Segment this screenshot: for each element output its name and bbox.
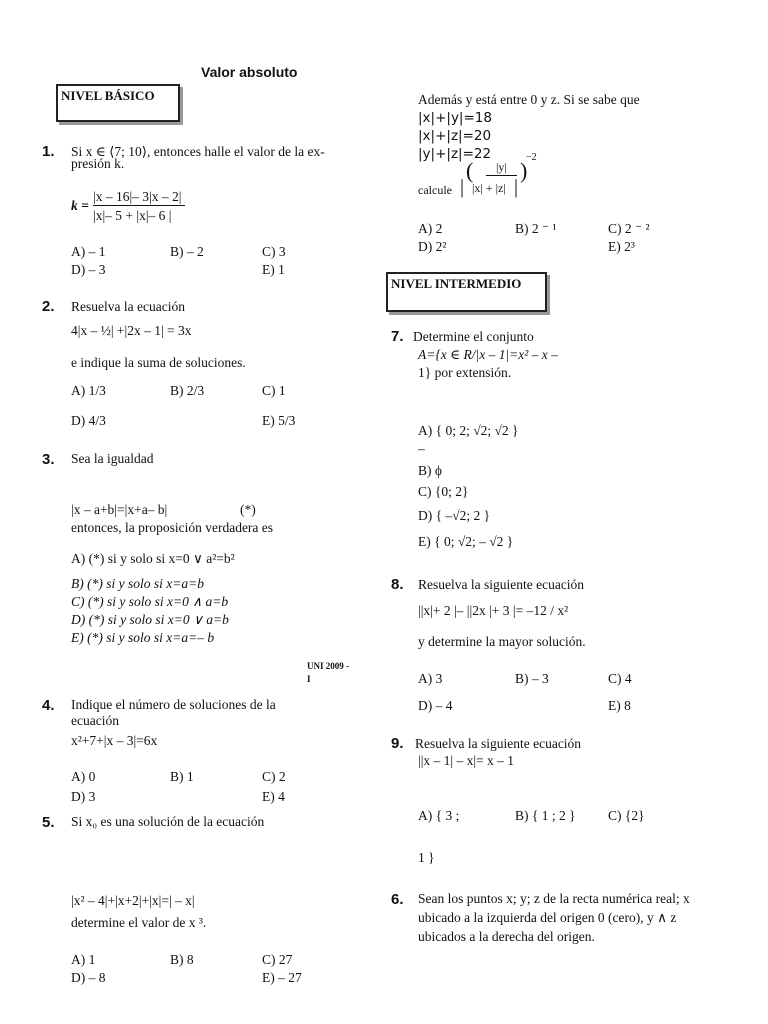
option-a: A) – 1: [71, 244, 106, 259]
problem-number: 5.: [42, 814, 55, 831]
equation: x²+7+|x – 3|=6x: [71, 733, 158, 748]
problem-text: Resuelva la siguiente ecuación: [415, 736, 582, 751]
problem-text: Si x₀ es una solución de la ecuación: [71, 814, 265, 829]
equation: 4|x – ½| +|2x – 1| = 3x: [71, 323, 192, 338]
problem-number: 4.: [42, 697, 55, 714]
problem-number: 2.: [42, 298, 55, 315]
equation-tag: (*): [240, 502, 256, 517]
equation: |x² – 4|+|x+2|+|x|=| – x|: [71, 893, 195, 908]
option-a: A) 0: [71, 769, 96, 784]
option-a: A) 1: [71, 952, 96, 967]
option-d: D) – 4: [418, 698, 453, 713]
option-c: C) (*) si y solo si x=0 ∧ a=b: [71, 594, 229, 609]
option-c: C) 2 ⁻ ²: [608, 221, 650, 236]
problem-text: Sean los puntos x; y; z de la recta numérica real; x: [418, 891, 690, 906]
formula-denominator: |x|– 5 + |x|– 6 |: [93, 208, 172, 223]
option-d: D) – 8: [71, 970, 106, 985]
option-c: C) {0; 2}: [418, 484, 469, 499]
equation: |y|+|z|=22: [418, 146, 492, 162]
option-c: C) {2}: [608, 808, 645, 823]
option-e: E) 1: [262, 262, 285, 277]
level-basic-box: [56, 84, 180, 122]
source-label: UNI 2009 -: [307, 661, 349, 671]
problem-text: y determine la mayor solución.: [418, 634, 586, 649]
option-e: E) 5/3: [262, 413, 296, 428]
option-e: E) 4: [262, 789, 285, 804]
equation: ||x|+ 2 |– ||2x |+ 3 |= –12 / x²: [418, 603, 569, 618]
problem-text: Resuelva la ecuación: [71, 299, 185, 314]
problem-text: e indique la suma de soluciones.: [71, 355, 246, 370]
option-a-continuation: 1 }: [418, 850, 435, 865]
option-e: E) { 0; √2; – √2 }: [418, 534, 514, 549]
level-intermediate-box: [386, 272, 547, 312]
option-b: B) – 2: [170, 244, 204, 259]
option-d: D) 4/3: [71, 413, 106, 428]
option-d: D) 2²: [418, 239, 447, 254]
option-b: B) – 3: [515, 671, 549, 686]
option-b: B) 1: [170, 769, 194, 784]
problem-text: Además y está entre 0 y z. Si se sabe que: [418, 92, 640, 107]
level-intermediate-label: NIVEL INTERMEDIO: [391, 276, 522, 291]
option-d: D) { –√2; 2 }: [418, 508, 491, 523]
bracket-right: ): [520, 158, 528, 183]
problem-text: ubicado a la izquierda del origen 0 (cero), y ∧ z: [418, 910, 677, 925]
abs-bar-right: |: [514, 176, 519, 198]
option-e: E) (*) si y solo si x=a=– b: [71, 630, 215, 645]
option-a: A) (*) si y solo si x=0 ∨ a²=b²: [71, 551, 235, 566]
equation: |x|+|y|=18: [418, 110, 492, 126]
problem-number: 9.: [391, 735, 404, 752]
calc-numerator: |y|: [486, 160, 517, 176]
calc-exponent: −2: [526, 152, 537, 163]
problem-number: 1.: [42, 143, 55, 160]
option-a: A) { 0; 2; √2; √2 }: [418, 423, 519, 438]
option-d: D) – 3: [71, 262, 106, 277]
problem-text: Indique el número de soluciones de la: [71, 697, 276, 712]
option-a: A) { 3 ;: [418, 808, 460, 823]
option-a: A) 3: [418, 671, 443, 686]
calc-denominator: |x| + |z|: [472, 181, 506, 195]
bracket-left: (: [466, 158, 474, 183]
problem-text: Sea la igualdad: [71, 451, 154, 466]
problem-number: 7.: [391, 328, 404, 345]
option-b: B) { 1 ; 2 }: [515, 808, 576, 823]
level-basic-label: NIVEL BÁSICO: [61, 88, 155, 103]
problem-text: Resuelva la siguiente ecuación: [418, 577, 585, 592]
option-c: C) 4: [608, 671, 632, 686]
equation: |x – a+b|=|x+a– b|: [71, 502, 168, 517]
option-c: C) 2: [262, 769, 286, 784]
problem-number: 3.: [42, 451, 55, 468]
problem-text: presión k.: [71, 156, 125, 171]
option-d: D) (*) si y solo si x=0 ∨ a=b: [71, 612, 229, 627]
option-c: C) 27: [262, 952, 293, 967]
equation: ||x – 1| – x|= x – 1: [418, 753, 515, 768]
option-b: B) 2/3: [170, 383, 205, 398]
option-b: B) ϕ: [418, 463, 442, 478]
calc-label: calcule: [418, 183, 452, 197]
problem-text: ecuación: [71, 713, 119, 728]
option-b: B) (*) si y solo si x=a=b: [71, 576, 204, 591]
problem-text: 1} por extensión.: [418, 365, 512, 380]
problem-text: Determine el conjunto: [413, 329, 534, 344]
option-e: E) 2³: [608, 239, 635, 254]
abs-bar-left: |: [460, 176, 465, 198]
option-b: B) 8: [170, 952, 194, 967]
source-label-line2: I: [307, 674, 311, 684]
problem-number: 8.: [391, 576, 404, 593]
problem-text: determine el valor de x ³.: [71, 915, 207, 930]
option-c: C) 1: [262, 383, 286, 398]
problem-text: A={x ∈ R/|x – 1|=x² – x –: [418, 347, 558, 362]
page-title: Valor absoluto: [201, 64, 298, 80]
formula-numerator: |x – 16|– 3|x – 2|: [93, 189, 185, 206]
problem-text: Si x ∈ ⟨7; 10⟩, entonces halle el valor de la ex-: [71, 144, 325, 159]
option-e: E) – 27: [262, 970, 302, 985]
problem-number: 6.: [391, 891, 404, 908]
problem-text: ubicados a la derecha del origen.: [418, 929, 595, 944]
option-c: C) 3: [262, 244, 286, 259]
option-a: A) 2: [418, 221, 443, 236]
option-d: D) 3: [71, 789, 96, 804]
option-e: E) 8: [608, 698, 631, 713]
formula-lhs: k =: [71, 198, 89, 213]
equation: |x|+|z|=20: [418, 128, 492, 144]
problem-text: entonces, la proposición verdadera es: [71, 520, 274, 535]
option-a: A) 1/3: [71, 383, 106, 398]
option-b: B) 2 ⁻ ¹: [515, 221, 557, 236]
option-a-continuation: –: [418, 441, 425, 456]
